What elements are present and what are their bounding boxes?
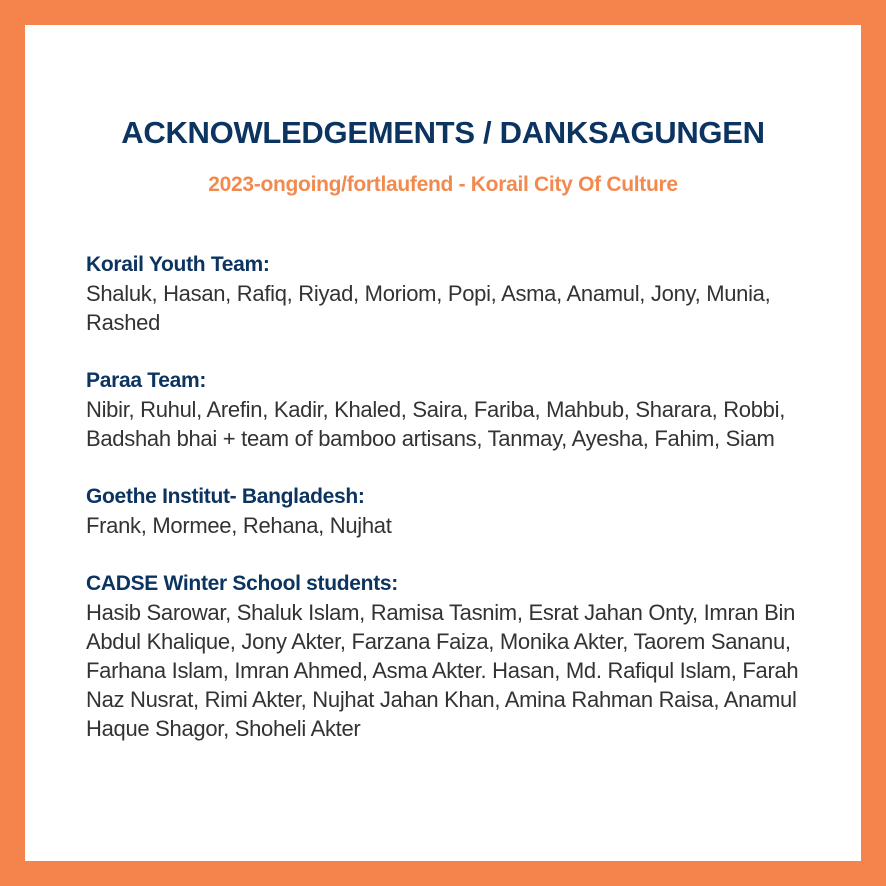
page-subtitle: 2023-ongoing/fortlaufend - Korail City Of Culture xyxy=(208,173,678,196)
acknowledgements-card xyxy=(25,25,861,861)
section-names: Hasib Sarowar, Shaluk Islam, Ramisa Tasnim, Esrat Jahan Onty, Imran Bin Abdul Khalique, Jony Akter, Farzana Faiza, Monika Akter, Taorem Sananu, Farhana Islam, Imran Ahmed, Asma Akter. Hasan, Md. Rafiqul Islam, Farah Naz Nusrat, Rimi Akter, Nujhat Jahan Khan, Amina Rahman Raisa, Anamul Haque Shagor, Shoheli Akter xyxy=(86,600,799,741)
section-heading: CADSE Winter School students: xyxy=(86,572,398,595)
section-paraa-team xyxy=(86,366,826,453)
acknowledgement-sections xyxy=(86,250,826,772)
section-korail-youth-team xyxy=(86,250,826,337)
section-names: Nibir, Ruhul, Arefin, Kadir, Khaled, Saira, Fariba, Mahbub, Sharara, Robbi, Badshah bhai + team of bamboo artisans, Tanmay, Ayesha, Fahim, Siam xyxy=(86,397,785,451)
section-names: Shaluk, Hasan, Rafiq, Riyad, Moriom, Popi, Asma, Anamul, Jony, Munia, Rashed xyxy=(86,281,771,335)
section-heading: Korail Youth Team: xyxy=(86,253,270,276)
section-names: Frank, Mormee, Rehana, Nujhat xyxy=(86,513,392,538)
section-cadse-winter-school xyxy=(86,569,826,743)
page-title: ACKNOWLEDGEMENTS / DANKSAGUNGEN xyxy=(121,115,765,150)
section-heading: Goethe Institut- Bangladesh: xyxy=(86,485,365,508)
section-heading: Paraa Team: xyxy=(86,369,207,392)
section-goethe-institut xyxy=(86,482,826,540)
